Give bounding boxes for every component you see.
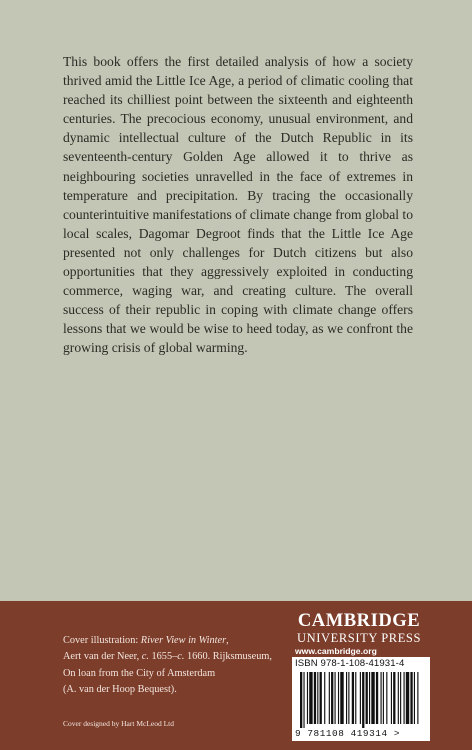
isbn-number: ISBN 978-1-108-41931-4	[295, 658, 405, 669]
barcode-bar	[383, 672, 384, 724]
barcode-bar	[335, 672, 336, 724]
barcode-bar	[414, 672, 415, 724]
barcode-bar	[369, 672, 370, 724]
credit-line-4: (A. van der Hoop Bequest).	[63, 684, 177, 696]
barcode-bar	[309, 672, 312, 724]
painting-title: River View in Winter	[140, 635, 227, 646]
barcode-bar	[348, 672, 349, 724]
credit-line-3: On loan from the City of Amsterdam	[63, 667, 216, 679]
cover-credits	[63, 633, 283, 699]
barcode-bar	[404, 672, 405, 724]
barcode-icon	[298, 672, 424, 728]
barcode-bar	[346, 672, 347, 724]
barcode-bar	[376, 672, 378, 724]
publisher-logo	[293, 611, 425, 657]
date-end-museum: 1660. Rijksmuseum,	[184, 651, 272, 663]
barcode-bar	[329, 672, 330, 724]
circa-2: c.	[177, 651, 185, 663]
barcode-digits: 9 781108 419314 >	[295, 728, 400, 739]
back-cover-blurb: This book offers the first detailed analysis of how a society thrived amid the Little Ice Age, a period of climatic cooling that reached its chilliest point between the sixteenth and eighteenth centuries. The precocious economy, unusual environment, and dynamic intellectual culture of the Dutch Republic in its seventeenth-century Golden Age allowed it to thrive as neighbouring societies unravelled in the face of extremes in temperature and precipitation. By tracing the occasionally counterintuitive manifestations of climate change from global to local scales, Dagomar Degroot finds that the Little Ice Age presented not only challenges for Dutch citizens but also opportunities that they aggressively exploited in conducting commerce, waging war, and creating culture. The overall success of their republic in coping with climate change offers lessons that we would be wise to heed today, as we confront the growing crisis of global warming.	[63, 54, 413, 356]
barcode-bar	[410, 672, 412, 724]
barcode-bar	[317, 672, 318, 724]
barcode-bar	[314, 672, 316, 724]
barcode-bar	[391, 672, 392, 724]
barcode-bar	[307, 672, 308, 724]
barcode-bar	[303, 672, 304, 728]
barcode-bar	[320, 672, 322, 724]
barcode-bar	[355, 672, 356, 724]
barcode-bar	[398, 672, 399, 724]
barcode-bar	[400, 672, 401, 724]
barcode-bar	[352, 672, 354, 724]
barcode-bar	[366, 672, 368, 724]
barcode-bar	[331, 672, 333, 724]
barcode-bar	[393, 672, 395, 724]
barcode-bar	[381, 672, 382, 724]
credit-line-1: Cover illustration: River View in Winter,	[63, 635, 229, 646]
barcode-bar	[300, 672, 302, 728]
publisher-name: CAMBRIDGE	[297, 610, 421, 631]
barcode-box	[292, 657, 430, 741]
barcode-bar	[324, 672, 325, 724]
barcode-bar	[362, 672, 364, 728]
barcode-bar	[406, 672, 409, 724]
cover-designer: Cover designed by Hart McLeod Ltd	[63, 719, 175, 728]
publisher-panel	[0, 601, 472, 750]
barcode-bar	[360, 672, 361, 724]
barcode-bar	[371, 672, 374, 724]
credit-line-2	[63, 649, 283, 665]
barcode-bar	[417, 672, 418, 724]
publisher-url: www.cambridge.org	[295, 646, 377, 656]
publisher-press: UNIVERSITY PRESS	[296, 631, 422, 645]
date-start: 1655–	[148, 651, 178, 663]
barcode-bar	[340, 672, 343, 724]
artist-name: Aert van der Neer,	[63, 651, 142, 663]
circa-1: c.	[141, 651, 149, 663]
barcode-bar	[338, 672, 339, 724]
barcode-bar	[386, 672, 387, 724]
credit-prefix: Cover illustration:	[63, 635, 141, 646]
